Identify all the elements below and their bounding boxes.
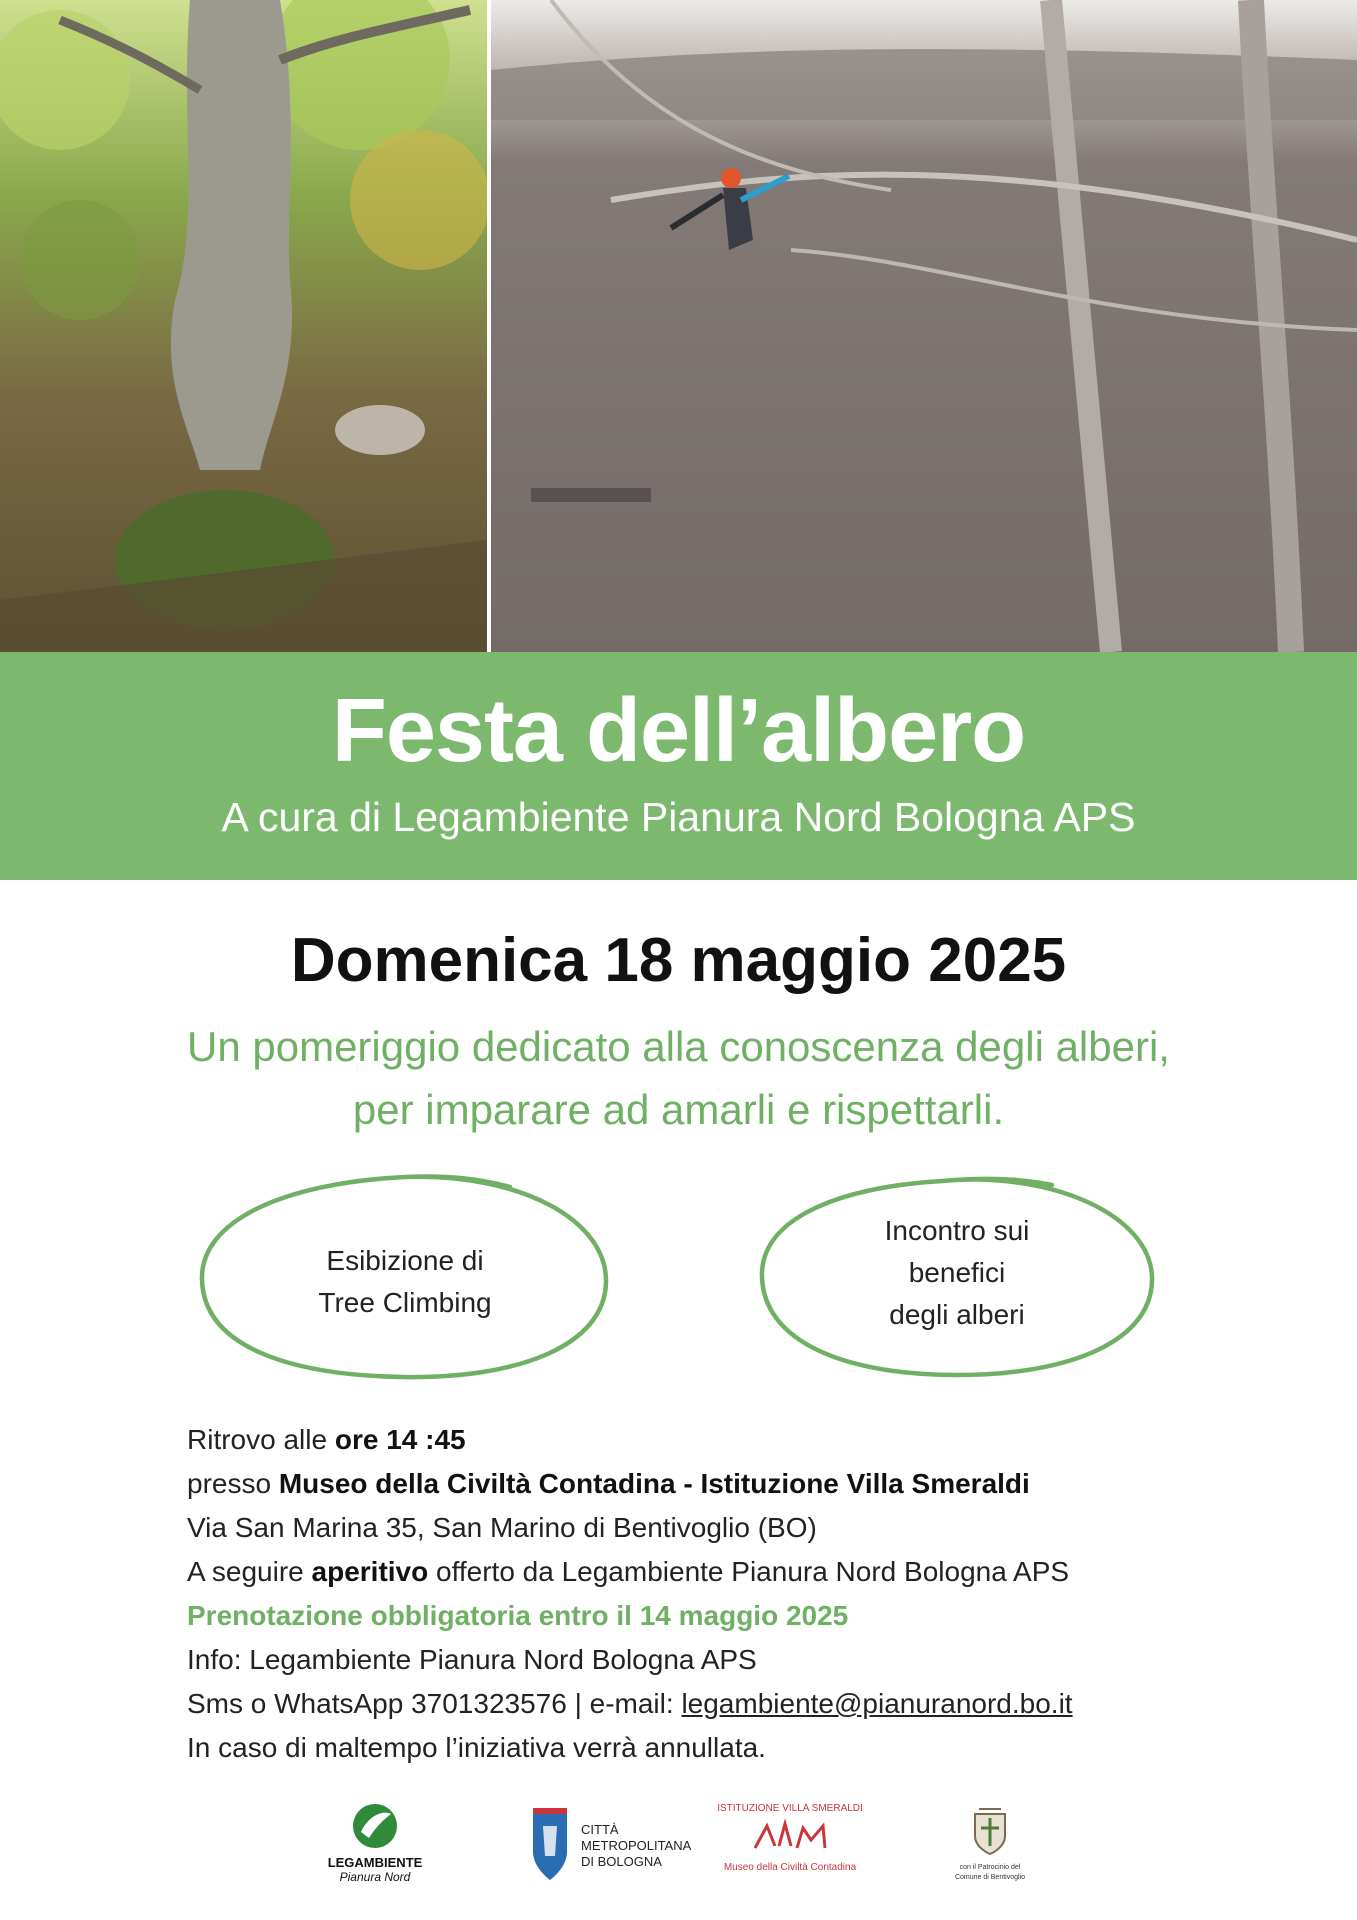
aperitif-prefix: A seguire — [187, 1556, 312, 1587]
venue-prefix: presso — [187, 1468, 279, 1499]
legambiente-branch: Pianura Nord — [339, 1870, 411, 1884]
activity-bubble-tree-climbing — [190, 1165, 620, 1390]
contact-line — [187, 1682, 1287, 1726]
tree-climbing-illustration — [491, 0, 1357, 652]
tagline-line-1: Un pomeriggio dedicato alla conoscenza degli alberi, — [187, 1023, 1170, 1070]
event-title: Festa dell’albero — [331, 681, 1026, 781]
address-line: Via San Marina 35, San Marino di Bentivoglio (BO) — [187, 1512, 817, 1543]
legambiente-name: LEGAMBIENTE — [327, 1855, 423, 1870]
venue-line — [187, 1462, 1287, 1506]
legambiente-leaf-icon — [345, 1802, 405, 1850]
tagline-line-2: per imparare ad amarli e rispettarli. — [352, 1086, 1005, 1133]
event-details — [187, 1418, 1287, 1770]
villa-smeraldi-logo — [705, 1802, 875, 1892]
event-tagline — [0, 1015, 1357, 1141]
tree-climbing-photo — [491, 0, 1357, 652]
comune-crest-icon — [965, 1802, 1015, 1858]
contact-prefix: Sms o WhatsApp 3701323576 | e-mail: — [187, 1688, 682, 1719]
meeting-prefix: Ritrovo alle — [187, 1424, 335, 1455]
activity-2-line-3: degli alberi — [889, 1299, 1025, 1330]
metro-line-1: CITTÀ — [581, 1822, 619, 1837]
forest-photo — [0, 0, 487, 652]
meeting-time: ore 14 :45 — [334, 1424, 466, 1455]
legambiente-logo — [310, 1802, 440, 1882]
metro-bologna-crest-icon — [525, 1806, 575, 1886]
email-link[interactable]: legambiente@pianuranord.bo.it — [681, 1688, 1073, 1719]
comune-line-2: Comune di Bentivoglio — [954, 1874, 1026, 1881]
activity-2-line-2: benefici — [908, 1257, 1006, 1288]
metro-line-3: DI BOLOGNA — [581, 1854, 662, 1869]
booking-notice: Prenotazione obbligatoria entro il 14 maggio 2025 — [187, 1600, 849, 1631]
weather-notice: In caso di maltempo l’iniziativa verrà annullata. — [187, 1732, 766, 1763]
activity-2-line-1: Incontro sui — [884, 1215, 1030, 1246]
metro-line-2: METROPOLITANA — [581, 1838, 692, 1853]
event-organizer: A cura di Legambiente Pianura Nord Bologna APS — [221, 794, 1136, 840]
comune-line-1: con il Patrocinio del — [959, 1864, 1021, 1871]
activity-bubble-benefits — [752, 1165, 1162, 1390]
aperitif-bold: aperitivo — [311, 1556, 429, 1587]
activity-1-line-1: Esibizione di — [326, 1245, 484, 1276]
activity-1-line-2: Tree Climbing — [318, 1287, 492, 1318]
villa-line-2: Museo della Civiltà Contadina — [723, 1862, 857, 1873]
aperitif-suffix: offerto da Legambiente Pianura Nord Bologna APS — [428, 1556, 1070, 1587]
farm-tools-icon — [745, 1816, 835, 1856]
sponsor-logos — [0, 1802, 1357, 1902]
metro-bologna-logo — [525, 1802, 705, 1892]
villa-line-1: ISTITUZIONE VILLA SMERALDI — [717, 1803, 863, 1814]
forest-photo-illustration — [0, 0, 487, 652]
aperitif-line — [187, 1550, 1287, 1594]
meeting-time-line — [187, 1418, 1287, 1462]
venue-name: Museo della Civiltà Contadina - Istituzione Villa Smeraldi — [278, 1468, 1030, 1499]
comune-bentivoglio-logo — [925, 1802, 1055, 1892]
event-date: Domenica 18 maggio 2025 — [290, 926, 1067, 995]
info-line: Info: Legambiente Pianura Nord Bologna APS — [187, 1644, 757, 1675]
title-banner — [0, 652, 1357, 880]
